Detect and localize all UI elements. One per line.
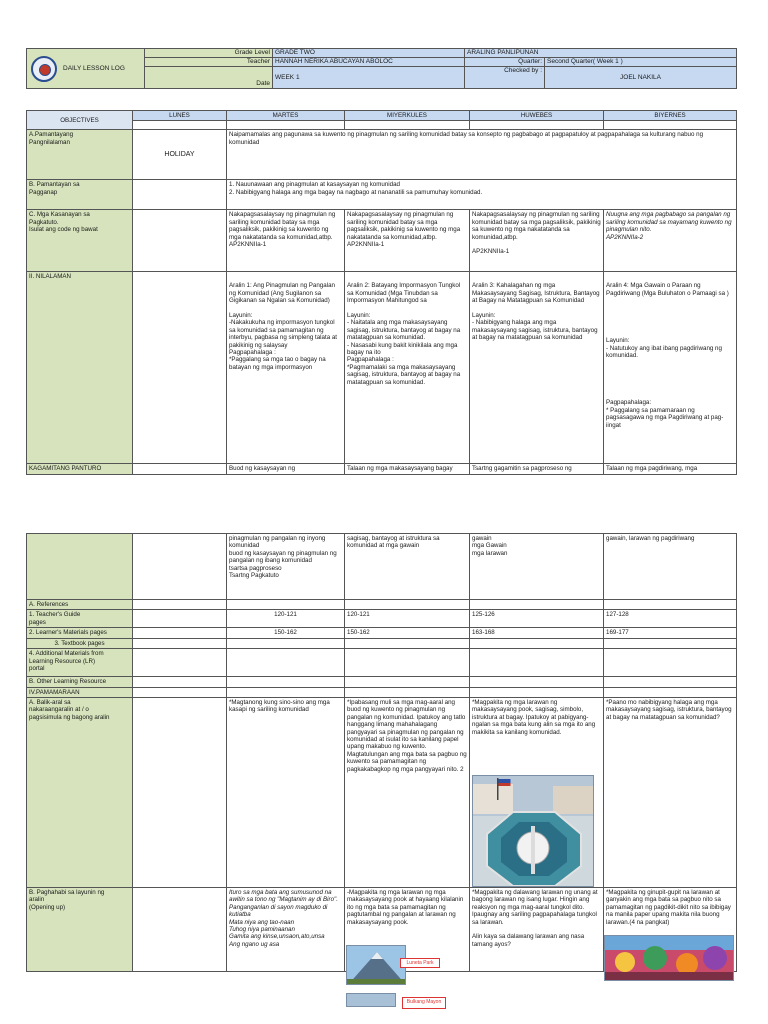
kasanayan-biyernes: Nuugna ang mga pagbabago sa pangalan ng sariling komunidad sa mayamang kuwento ng pinagmulan nito. AP2KNNIIa-2 <box>604 210 737 272</box>
monument-photo-graphic <box>473 776 594 887</box>
additional-materials-label: 4. Additional Materials from Learning Resource (LR) portal <box>27 649 133 677</box>
lm-miyerkules: 150-162 <box>345 628 470 638</box>
quarter-label: Quarter: <box>465 58 545 67</box>
day-header-lunes: LUNES <box>133 111 227 121</box>
kagamitan-martes: Buod ng kasaysayan ng <box>227 464 345 474</box>
paghahabi-biyernes: *Magpakita ng ginupit-gupit na larawan at ganyakin ang mga bata sa pagbuo nito sa pamamagitan ng pagdikit-dikit nito sa ibibigay na manila paper upang makita nila buong larawan.(4 na pangkat) <box>604 888 737 972</box>
holiday-cell: HOLIDAY <box>133 130 227 180</box>
pamantayan-sa-pagganap-text: 1. Nauunawaan ang pinagmulan at kasaysayan ng komunidad 2. Nabibigyang halaga ang mga bagay na nagbago at nananatili sa pamumuhay komunidad. <box>227 180 737 210</box>
teachers-guide-label: 1. Teacher's Guide pages <box>27 610 133 628</box>
checked-by-value: JOEL NAKILA <box>545 67 737 89</box>
kagamitan-huwebes: Tsartng gagamitin sa pagproseso ng <box>470 464 604 474</box>
date-value: WEEK 1 <box>273 67 465 89</box>
day-header-huwebes: HUWEBES <box>470 111 604 121</box>
kagamitan-cont-biyernes: gawain, larawan ng pagdiriwang <box>604 534 737 600</box>
nilalaman-biyernes-layunin: Layunin: - Natutukoy ang ibat ibang pagdiriwang ng komunidad. <box>606 337 722 360</box>
day-header-miyerkules: MIYERKULES <box>345 111 470 121</box>
kagamitan-cont-martes: pinagmulan ng pangalan ng inyong komunidad buod ng kasaysayan ng pinagmulan ng pangalan ng ibang komunidad tsartsa pagproseso Tsartng Pagkatuto <box>227 534 345 600</box>
paghahabi-martes: Ituro sa mga bata ang sumusunod na awitin sa tono ng "Magtanim ay di Biro". Panganganlan di sayon magduko di kutiatba Mata niya ang tao-naan Tuhog niya paminaanan Gamita ang kinse,unsaon,ato,unsa Ang ngano ug asa <box>227 888 345 972</box>
balik-aral-biyernes: *Paano mo nabibigyang halaga ang mga makasaysayang sagisag, istruktura, bantayog at bagay na matatagpuan sa komunidad? <box>604 698 737 888</box>
nilalaman-label: II. NILALAMAN <box>27 272 133 464</box>
paghahabi-miyerkules: -Magpakita ng mga larawan ng mga makasaysayang pook at hayaang kilalanin ito ng mga bata sa pamamagitan ng pagtutambal ng pangalan at larawan ng makasaysayang pook. <box>345 888 470 972</box>
pamantayang-pangnilalaman-text: Naipamamalas ang pagunawa sa kuwento ng pinagmulan ng sariling komunidad batay sa konsepto ng pagbabago at pagpapatuloy at pagpapahalaga sa kulturang nabuo ng komunidad <box>227 130 737 180</box>
deped-seal-icon <box>31 56 57 82</box>
lm-huwebes: 163-168 <box>470 628 604 638</box>
festival-photo-graphic <box>605 936 734 981</box>
lesson-header-table <box>26 48 737 89</box>
pamantayan-sa-pagganap-label: B. Pamantayan sa Pagganap <box>27 180 133 210</box>
balik-aral-miyerkules: *Ipabasang muli sa mga mag-aaral ang buod ng kuwento ng pinagmulan ng pangalan ng komunidad. Ipatukoy ang tatlo hanggang limang mahahalagang pangyayari sa pinagmulan ng pangalan ng komunidad at isulat ito sa kanilang papel upang makabuo ng kuwento. Magtatulungan ang mga bata sa pagbuo ng kuwento sa pamamagitan ng pagkakabagkop ng mga pangyayari nito. 2 <box>345 698 470 888</box>
checked-by-label: Checked by : <box>465 67 545 89</box>
other-resource-label: B. Other Learning Resource <box>27 677 133 687</box>
nilalaman-biyernes <box>604 272 737 464</box>
pamantayang-pangnilalaman-label: A.Pamantayang Pangnilalaman <box>27 130 133 180</box>
balik-aral-martes: *Magtanong kung sino-sino ang mga kasapi ng sariling komunidad <box>227 698 345 888</box>
kasanayan-miyerkules: Nakapagsasalaysay ng pinagmulan ng sariling komunidad batay sa mga pagsaliksik, pakikinig sa kuwento ng mga nakatatanda sa komunidad,atbp. AP2KNNIIa-1 <box>345 210 470 272</box>
kasanayan-huwebes: Nakapagsasalaysay ng pinagmulan ng sariling komunidad batay sa mga pagsaliksik, pakikinig sa kuwento ng mga nakatatanda sa komunidad,atbp. AP2KNNIIa-1 <box>470 210 604 272</box>
day-header-martes: MARTES <box>227 111 345 121</box>
kagamitang-panturo-label: KAGAMITANG PANTURO <box>27 464 133 474</box>
teacher-label: Teacher <box>145 58 273 67</box>
balik-aral-huwebes: *Magpakita ng mga larawan ng makasaysayang pook, sagisag, simbolo, istruktura at bagay. Ipatukoy at pabigyang-ngalan sa mga bata kung alin sa mga ito ang makikita sa kanilang komunidad. <box>470 698 604 888</box>
day-header-biyernes: BIYERNES <box>604 111 737 121</box>
textbook-pages-label: 3. Textbook pages <box>27 638 133 648</box>
nilalaman-huwebes: Aralin 3: Kahalagahan ng mga Makasaysayang Sagisag, Istruktura, Bantayog at Bagay na Matatagpuan sa Komunidad Layunin: - Nabibigyang halaga ang mga makasaysayang sagisag, istruktura, bantayog at bagay na matatagpuan sa komunidad <box>470 272 604 464</box>
nilalaman-biyernes-pagpapahalaga: Pagpapahalaga: * Paggalang sa pamamaraan ng pagsasagawa ng mga Pagdiriwang at pag-iingat <box>606 399 724 429</box>
tg-huwebes: 125-126 <box>470 610 604 628</box>
kagamitan-biyernes: Talaan ng mga pagdiriwang, mga <box>604 464 737 474</box>
log-title: DAILY LESSON LOG <box>63 64 125 72</box>
paghahabi-huwebes: *Magpakita ng dalawang larawan ng unang at bagong larawan ng isang lugar. Hingin ang reaksyon ng mga mag-aaral tungkol dito. Ipaugnay ang sariling pagpapahalaga tungkol sa larawan. Alin kaya sa dalawang larawan ang nasa tamang ayos? <box>470 888 604 972</box>
teacher-value: HANNAH NERIKA ABUCAYAN ABOLOC <box>273 58 465 67</box>
balik-aral-label: A. Balik-aral sa nakaraangaralin at / o pagsisimula ng bagong aralin <box>27 698 133 888</box>
tg-martes: 120-121 <box>227 610 345 628</box>
kagamitan-cont-huwebes: gawain mga Gawain mga larawan <box>470 534 604 600</box>
tg-biyernes: 127-128 <box>604 610 737 628</box>
references-label: A. References <box>27 600 133 610</box>
grade-level-label: Grade Level <box>145 49 273 58</box>
luneta-park-tag: Luneta Park <box>400 958 440 968</box>
lesson-plan-table-page1 <box>26 110 737 475</box>
monument-photo <box>472 775 594 887</box>
nilalaman-miyerkules: Aralin 2: Batayang Impormasyon Tungkol sa Komunidad (Mga Tinubdan sa Impormasyon Mahitungod sa Layunin: - Naitatala ang mga makasaysayang sagisag, istruktura, bantayog at bagay na matatagpuan sa komunidad. - Nasasabi kung bakit kinikilala ang mga bagay na ito Pagpapahalaga : *Pagmamalaki sa mga makasaysayang sagisag, istruktura, bantayog at bagay na matatagpuan sa komunidad. <box>345 272 470 464</box>
learners-materials-label: 2. Learner's Materials pages <box>27 628 133 638</box>
nilalaman-martes: Aralin 1: Ang Pinagmulan ng Pangalan ng Komunidad (Ang Sugilanon sa Gigikanan sa Ngalan sa Komunidad) Layunin: -Nakakukuha ng impormasyon tungkol sa komunidad sa pamamagitan ng interbyu, pagbasa ng simpleng talata at pakikinig ng salaysay Pagpapahalaga : *Paggalang sa mga tao o bagay na batayan ng mga impormasyon <box>227 272 345 464</box>
paghahabi-label: B. Paghahabi sa layunin ng aralin (Opening up) <box>27 888 133 972</box>
nilalaman-biyernes-aralin: Aralin 4: Mga Gawain o Paraan ng Pagdiriwang (Mga Buluhaton o Pamaagi sa ) <box>606 282 729 297</box>
quarter-value: Second Quarter( Week 1 ) <box>545 58 737 67</box>
subject-value: ARALING PANLIPUNAN <box>465 49 737 58</box>
mayon-volcano-photo <box>346 945 406 985</box>
bulkang-mayon-tag: Bulkang Mayon <box>402 997 446 1009</box>
date-label: Date <box>145 67 273 89</box>
lm-martes: 150-162 <box>227 628 345 638</box>
objectives-header: OBJECTIVES <box>27 111 133 130</box>
kagamitan-cont-miyerkules: sagisag, bantayog at istruktura sa komunidad at mga gawain <box>345 534 470 600</box>
second-landmark-photo <box>346 993 396 1007</box>
festival-photo <box>604 935 734 981</box>
header-logo-cell <box>27 49 145 89</box>
kagamitan-miyerkules: Talaan ng mga makasaysayang bagay <box>345 464 470 474</box>
tg-miyerkules: 120-121 <box>345 610 470 628</box>
lesson-plan-table-page2 <box>26 533 737 972</box>
lm-biyernes: 169-177 <box>604 628 737 638</box>
grade-level-value: GRADE TWO <box>273 49 465 58</box>
mayon-volcano-graphic <box>347 946 406 985</box>
pamamaraan-label: IV.PAMAMARAAN <box>27 687 133 697</box>
kasanayan-label: C. Mga Kasanayan sa Pagkatuto. Isulat ang code ng bawat <box>27 210 133 272</box>
kasanayan-martes: Nakapagsasalaysay ng pinagmulan ng sariling komunidad batay sa mga pagsaliksik, pakikinig sa kuwento ng mga nakatatanda sa komunidad,atbp. AP2KNNIIa-1 <box>227 210 345 272</box>
